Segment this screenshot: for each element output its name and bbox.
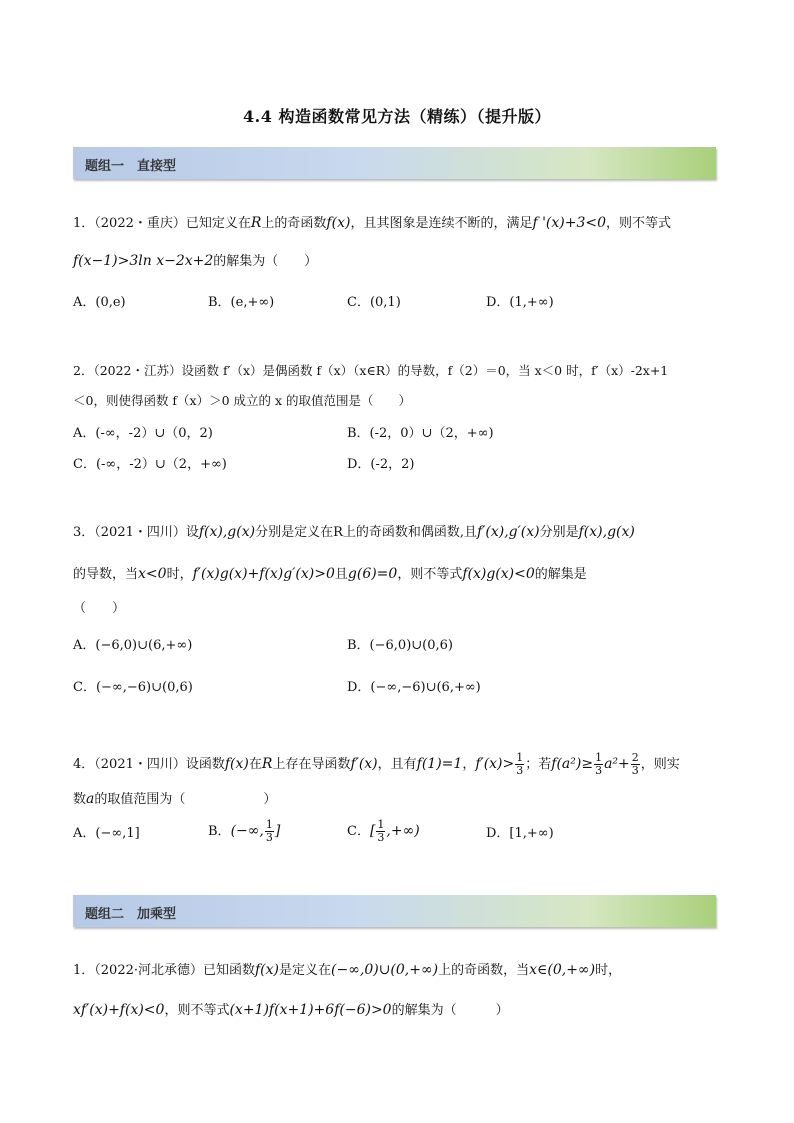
q2-option-d: D．(-2，2) <box>347 457 415 472</box>
s2q1-math: f(x) <box>255 962 280 978</box>
frac-num: 1 <box>265 818 273 831</box>
q3-math: f(x),g(x) <box>198 524 256 540</box>
q4-math: f(x) <box>224 756 249 772</box>
option-letter: B． <box>208 824 231 839</box>
q4-text: ；若 <box>525 757 552 772</box>
fraction-one-third-d <box>376 819 385 844</box>
frac-num: 2 <box>631 751 639 764</box>
s2q1-math: x∈(0,+∞) <box>529 962 596 978</box>
s2q1-text: 时， <box>595 963 622 978</box>
q4-math: [ <box>369 823 376 839</box>
section-header-2 <box>73 895 716 927</box>
q4-math: f(a²)≥ <box>551 756 594 772</box>
q3-option-b: B．(−6,0)∪(0,6) <box>347 638 453 653</box>
q3-text: 的导数，当 <box>73 567 139 582</box>
frac-den: 3 <box>516 764 524 777</box>
q1-text: 的解集为（ ） <box>213 254 318 269</box>
q1-math: f(x−1)>3ln x−2x+2 <box>73 253 214 269</box>
q4-line1 <box>73 752 680 777</box>
q4-option-a: A．(−∞,1] <box>73 826 140 841</box>
section-header-1 <box>73 147 716 179</box>
q3-math: f(x)g(x)<0 <box>462 566 535 582</box>
q4-math: f(1)=1 <box>416 756 463 772</box>
q1-text: ，则不等式 <box>606 216 672 231</box>
q4-text: 4．（2021・四川）设函数 <box>73 757 225 772</box>
q4-option-d: D．[1,+∞) <box>486 826 554 841</box>
q4-text: 在 <box>248 757 262 772</box>
fraction-one-third-b <box>594 752 603 777</box>
s2q1-text: 是定义在 <box>279 963 332 978</box>
q2-line1: 2．（2022・江苏）设函数 f′（x）是偶函数 f（x）（x∈R）的导数，f（2）＝0，当 x＜0 时，f′（x）-2x+1 <box>73 363 669 378</box>
q4-option-c <box>347 819 420 844</box>
q4-text: 上存在导函数 <box>272 757 351 772</box>
q1-text: 1．（2022・重庆）已知定义在 <box>73 216 251 231</box>
q3-text: 时， <box>166 567 193 582</box>
frac-den: 3 <box>631 764 639 777</box>
q1-line2 <box>73 252 317 271</box>
q4-math: ] <box>274 823 281 839</box>
s2q1-text: 1．（2022·河北承德）已知函数 <box>73 963 255 978</box>
q3-line1 <box>73 523 635 542</box>
option-letter: C． <box>347 824 370 839</box>
q4-text: ，且有 <box>377 757 417 772</box>
frac-num: 1 <box>595 751 603 764</box>
q4-text: ，则实 <box>640 757 680 772</box>
q1-math: R <box>250 215 262 231</box>
q4-text: 的取值范围为（ ） <box>94 792 277 807</box>
q3-text: 且 <box>334 567 348 582</box>
q4-option-b <box>208 819 280 844</box>
fraction-two-thirds <box>631 752 640 777</box>
q2-option-b: B．(-2，0）∪（2，+∞) <box>347 426 494 441</box>
q1-text: 上的奇函数 <box>261 216 327 231</box>
q1-text: ，且其图象是连续不断的，满足 <box>350 216 533 231</box>
q3-line2 <box>73 565 587 584</box>
q4-math: a <box>86 791 95 807</box>
fraction-one-third-c <box>265 819 274 844</box>
q3-math: f′(x),g′(x) <box>477 524 540 540</box>
q3-math: f(x),g(x) <box>578 524 635 540</box>
q4-math: a²+ <box>604 756 630 772</box>
q4-text: 数 <box>73 792 87 807</box>
q2-option-a: A．(-∞，-2）∪（0，2) <box>73 426 213 441</box>
frac-num: 1 <box>516 751 524 764</box>
q2-option-c: C．(-∞，-2）∪（2，+∞) <box>73 457 227 472</box>
q2-line2: ＜0，则使得函数 f（x）＞0 成立的 x 的取值范围是（ ） <box>73 393 412 408</box>
q1-math: f(x) <box>326 215 351 231</box>
s2q1-text: ，则不等式 <box>164 1003 230 1018</box>
q1-option-d: D．(1,+∞) <box>486 295 554 310</box>
q4-math: f′(x) <box>350 756 378 772</box>
q3-text: 3．（2021・四川）设 <box>73 525 199 540</box>
q3-math: x<0 <box>138 566 167 582</box>
q3-text: 的解集是 <box>534 567 587 582</box>
q3-math: g(6)=0 <box>347 566 398 582</box>
q4-math: f′(x)> <box>475 756 515 772</box>
q4-math: ,+∞) <box>386 823 420 839</box>
s2q1-math: xf′(x)+f(x)<0 <box>73 1002 165 1018</box>
q4-line2 <box>73 790 276 809</box>
q3-option-a: A．(−6,0)∪(6,+∞) <box>73 638 193 653</box>
q3-text: 分别是定义在R上的奇函数和偶函数,且 <box>255 525 478 540</box>
s2q1-text: 的解集为（ ） <box>391 1003 509 1018</box>
q1-line1 <box>73 214 671 233</box>
q3-option-c: C．(−∞,−6)∪(0,6) <box>73 680 193 695</box>
q3-math: f′(x)g(x)+f(x)g′(x)>0 <box>192 566 335 582</box>
q1-math: f '(x)+3<0 <box>532 215 607 231</box>
q4-math: R <box>261 756 273 772</box>
s2q1-line1 <box>73 961 621 980</box>
frac-den: 3 <box>377 831 385 844</box>
s2q1-math: (x+1)f(x+1)+6f(−6)>0 <box>229 1002 392 1018</box>
q3-text: 分别是 <box>539 525 579 540</box>
q1-option-a: A．(0,e) <box>73 295 126 310</box>
frac-num: 1 <box>377 818 385 831</box>
fraction-one-third <box>515 752 524 777</box>
section-label: 题组一 直接型 <box>85 159 177 174</box>
q3-line3: （ ） <box>73 601 126 616</box>
q4-math: (−∞, <box>230 823 264 839</box>
frac-den: 3 <box>265 831 273 844</box>
q3-text: ，则不等式 <box>397 567 463 582</box>
section-label: 题组二 加乘型 <box>85 907 177 922</box>
frac-den: 3 <box>595 764 603 777</box>
s2q1-text: 上的奇函数，当 <box>438 963 530 978</box>
s2q1-math: (−∞,0)∪(0,+∞) <box>331 962 439 978</box>
q1-option-b: B．(e,+∞) <box>208 295 275 310</box>
q1-option-c: C．(0,1) <box>347 295 401 310</box>
q4-text: ， <box>462 757 476 772</box>
s2q1-line2 <box>73 1001 509 1020</box>
q3-option-d: D．(−∞,−6)∪(6,+∞) <box>347 680 481 695</box>
page-title: 4.4 构造函数常见方法（精练）（提升版） <box>243 107 551 126</box>
